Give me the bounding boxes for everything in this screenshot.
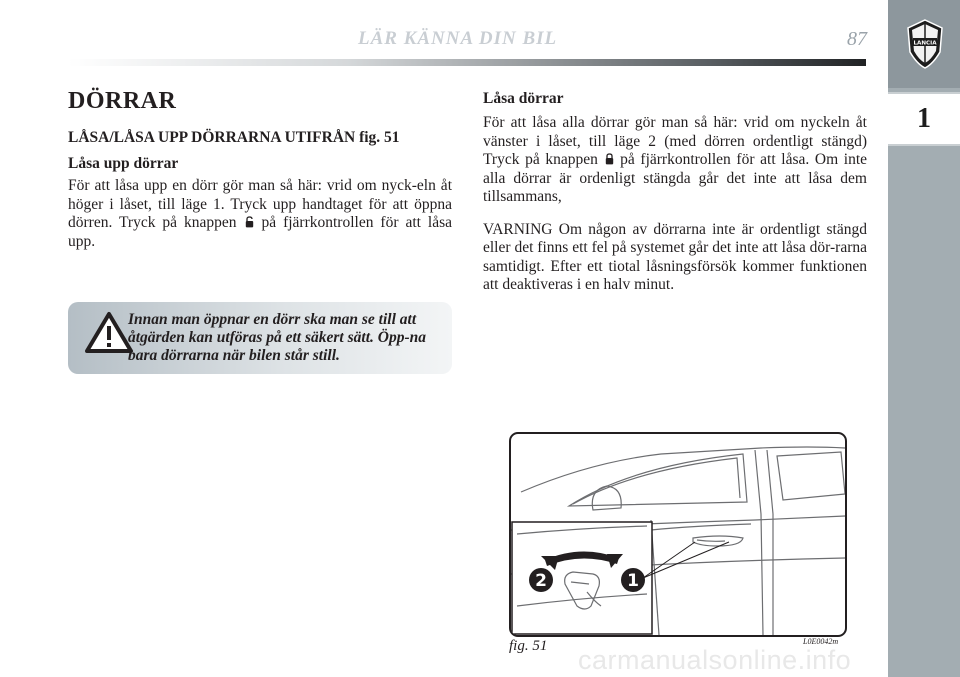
callout-1: 1: [627, 571, 639, 591]
chapter-number: 1: [917, 103, 931, 134]
chapter-sidebar: [888, 0, 960, 677]
door-illustration: [511, 434, 845, 635]
page-number: 87: [847, 28, 867, 50]
unlock-paragraph: [68, 177, 452, 251]
lock-paragraph: [483, 114, 867, 207]
right-column: [483, 90, 867, 295]
unlock-icon: [245, 216, 254, 228]
warning-text: Innan man öppnar en dörr ska man se till att åtgärden kan utföras på ett säkert sätt. Öpp-na bara dörrarna när bilen står still.: [128, 311, 426, 364]
warning-paragraph: VARNING Om någon av dörrarna inte är ordentligt stängd eller det finns ett fel på systemet går det inte att låsa dör-rarna samtidigt. Efter ett tiotal låsningsförsök kommer funktionen att deaktiveras i en halv minut.: [483, 220, 867, 293]
warning-box: [68, 302, 452, 374]
left-column: [68, 88, 452, 251]
warning-icon: [84, 311, 134, 355]
chapter-tab[interactable]: [888, 92, 960, 146]
figure-caption: fig. 51: [509, 638, 548, 654]
brand-wordmark: LANCIA: [913, 40, 937, 47]
brand-badge: [888, 0, 960, 88]
section-title: DÖRRAR: [68, 88, 177, 114]
lock-text-start: För att låsa alla dörrar gör man så här: vrid om nyckeln åt vänster i låset, till läge 2 (med dörren ordentligt stängd) Tryck på knappen: [483, 114, 867, 168]
callout-2: 2: [535, 571, 547, 591]
unlock-text-end: på fjärrkontrollen för att låsa upp.: [68, 214, 453, 250]
header-rule: [68, 59, 866, 66]
figure-code: L0E0042m: [803, 637, 839, 646]
lock-icon: [605, 153, 614, 165]
subsection-title: LÅSA/LÅSA UPP DÖRRARNA UTIFRÅN fig. 51: [68, 129, 400, 146]
lancia-logo: [905, 18, 945, 70]
header-title: LÄR KÄNNA DIN BIL: [358, 28, 558, 49]
unlock-text-start: För att låsa upp en dörr gör man så här: vrid om nyck-eln åt höger i låset, till läge 1. Tryck upp handtaget för att öppna dörren. Tryck på knappen: [68, 177, 452, 231]
lock-heading: Låsa dörrar: [483, 90, 564, 107]
lock-text-end: på fjärrkontrollen för att låsa. Om inte alla dörrar är ordenligt stängda går det inte att låsa dem tillsammans,: [483, 151, 868, 205]
door-figure: [509, 432, 847, 637]
watermark: carmanualsonline.info: [578, 645, 852, 675]
unlock-heading: Låsa upp dörrar: [68, 155, 179, 172]
